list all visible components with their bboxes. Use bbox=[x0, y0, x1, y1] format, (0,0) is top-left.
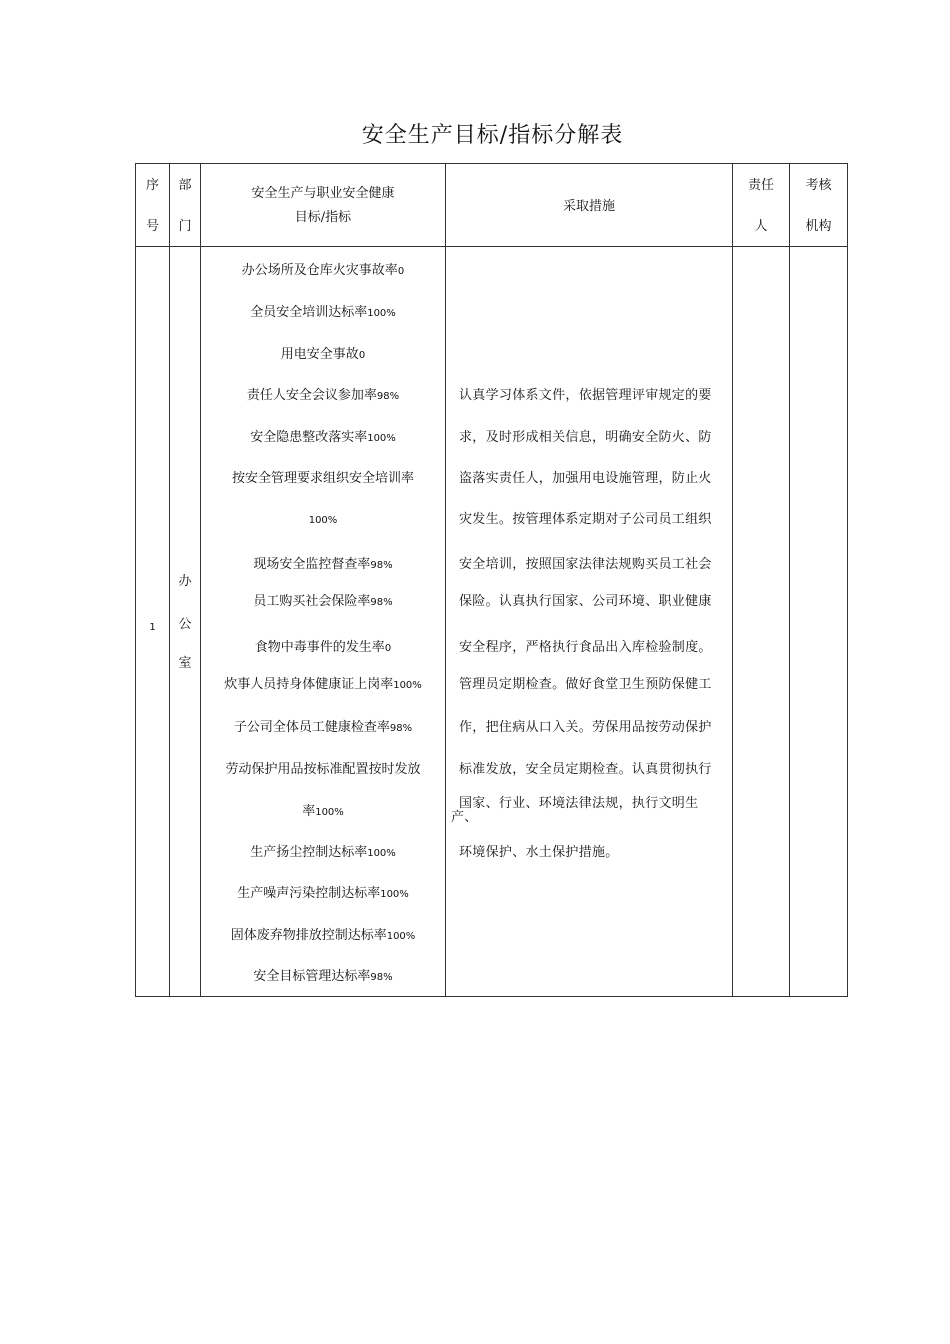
header-text: 安全生产与职业安全健康 bbox=[251, 186, 395, 201]
goal-value: 100% bbox=[367, 308, 396, 319]
goal-text: 食物中毒事件的发生率 bbox=[254, 640, 385, 655]
column-divider bbox=[732, 163, 733, 997]
column-divider bbox=[445, 163, 446, 997]
goal-item bbox=[201, 388, 445, 405]
goal-text: 现场安全监控督查率 bbox=[253, 557, 371, 572]
header-text: 号 bbox=[145, 219, 159, 234]
dept-char: 办 bbox=[178, 574, 192, 589]
goal-item bbox=[201, 677, 445, 694]
goal-item bbox=[201, 720, 445, 737]
goal-value: 100% bbox=[367, 848, 396, 859]
goal-item bbox=[201, 804, 445, 821]
header-text: 序 bbox=[145, 178, 159, 193]
header-text: 部 bbox=[178, 178, 192, 193]
header-measures: 采取措施 bbox=[562, 199, 615, 214]
measure-line: 国家、行业、环境法律法规，执行文明生 bbox=[459, 796, 699, 811]
goal-value: 98% bbox=[370, 560, 393, 571]
goal-value: 0 bbox=[384, 643, 392, 654]
header-divider bbox=[135, 246, 848, 247]
dept-char: 公 bbox=[178, 617, 192, 632]
measure-line: 灾发生。按管理体系定期对子公司员工组织 bbox=[459, 512, 712, 527]
header-text: 考核 bbox=[805, 178, 832, 193]
measure-line: 认真学习体系文件，依据管理评审规定的要 bbox=[459, 388, 712, 403]
goal-value: 0 bbox=[397, 266, 405, 277]
goal-text: 员工购买社会保险率 bbox=[253, 594, 371, 609]
goal-text: 按安全管理要求组织安全培训率 bbox=[231, 471, 414, 486]
measure-line: 盗落实责任人，加强用电设施管理，防止火 bbox=[459, 471, 712, 486]
goal-text: 炊事人员持身体健康证上岗率 bbox=[224, 677, 394, 692]
goal-value: 100% bbox=[386, 931, 416, 942]
goal-text: 责任人安全会议参加率 bbox=[246, 388, 377, 403]
goal-item bbox=[201, 430, 445, 447]
document-title: 安全生产目标/指标分解表 bbox=[361, 123, 624, 148]
goal-item bbox=[201, 928, 445, 945]
header-text: 人 bbox=[754, 219, 768, 234]
header-text: 机构 bbox=[805, 219, 832, 234]
goal-item bbox=[201, 886, 445, 903]
header-text: 责任 bbox=[747, 178, 774, 193]
dept-char: 室 bbox=[178, 656, 192, 671]
goal-text: 子公司全体员工健康检查率 bbox=[233, 720, 390, 735]
table-border-bottom bbox=[135, 996, 848, 997]
goal-value: 100% bbox=[393, 680, 422, 691]
goal-value: 100% bbox=[367, 433, 396, 444]
goal-text: 生产噪声污染控制达标率 bbox=[237, 886, 381, 901]
goal-item bbox=[201, 969, 445, 986]
table-border-top bbox=[135, 163, 848, 164]
goal-text: 全员安全培训达标率 bbox=[250, 305, 368, 320]
measure-line: 保险。认真执行国家、公司环境、职业健康 bbox=[459, 594, 712, 609]
goal-text: 生产扬尘控制达标率 bbox=[250, 845, 368, 860]
goal-value: 98% bbox=[370, 597, 393, 608]
goal-value: 100% bbox=[308, 515, 338, 526]
measure-line: 环境保护、水土保护措施。 bbox=[459, 845, 619, 860]
table-border-right bbox=[847, 163, 848, 997]
measure-line: 标准发放，安全员定期检查。认真贯彻执行 bbox=[459, 762, 712, 777]
goal-value: 100% bbox=[315, 807, 344, 818]
measure-line: 作，把住病从口入关。劳保用品按劳动保护 bbox=[459, 720, 712, 735]
measure-line: 产、 bbox=[451, 810, 478, 825]
goal-text: 安全目标管理达标率 bbox=[253, 969, 371, 984]
goal-item bbox=[201, 263, 445, 280]
measure-line: 安全程序，严格执行食品出入库检验制度。 bbox=[459, 640, 712, 655]
goal-text: 安全隐患整改落实率 bbox=[250, 430, 368, 445]
goal-value: 100% bbox=[380, 889, 409, 900]
goal-value: 98% bbox=[376, 391, 400, 402]
measure-line: 安全培训，按照国家法律法规购买员工社会 bbox=[459, 557, 712, 572]
row-seq: 1 bbox=[149, 622, 156, 633]
goal-item bbox=[201, 845, 445, 862]
goal-text: 固体废弃物排放控制达标率 bbox=[230, 928, 387, 943]
goal-item bbox=[201, 347, 445, 364]
goal-item bbox=[201, 305, 445, 322]
goal-text: 办公场所及仓库火灾事故率 bbox=[241, 263, 398, 278]
column-divider bbox=[200, 163, 201, 997]
header-text: 门 bbox=[178, 219, 192, 234]
table-border-left bbox=[135, 163, 136, 997]
goal-item bbox=[201, 762, 445, 779]
goal-item bbox=[201, 640, 445, 657]
header-text: 目标/指标 bbox=[294, 210, 352, 225]
goal-text: 用电安全事故 bbox=[280, 347, 359, 362]
goal-item bbox=[201, 471, 445, 488]
goal-text: 劳动保护用品按标准配置按时发放 bbox=[225, 762, 421, 777]
goal-item bbox=[201, 557, 445, 574]
measure-line: 求，及时形成相关信息，明确安全防火、防 bbox=[459, 430, 712, 445]
measure-line: 管理员定期检查。做好食堂卫生预防保健工 bbox=[459, 677, 712, 692]
goal-value: 98% bbox=[370, 972, 393, 983]
goal-value: 0 bbox=[358, 350, 366, 361]
goal-value: 98% bbox=[389, 723, 413, 734]
goal-text: 率 bbox=[302, 804, 316, 819]
column-divider bbox=[789, 163, 790, 997]
goal-item bbox=[201, 594, 445, 611]
goal-item bbox=[201, 512, 445, 529]
